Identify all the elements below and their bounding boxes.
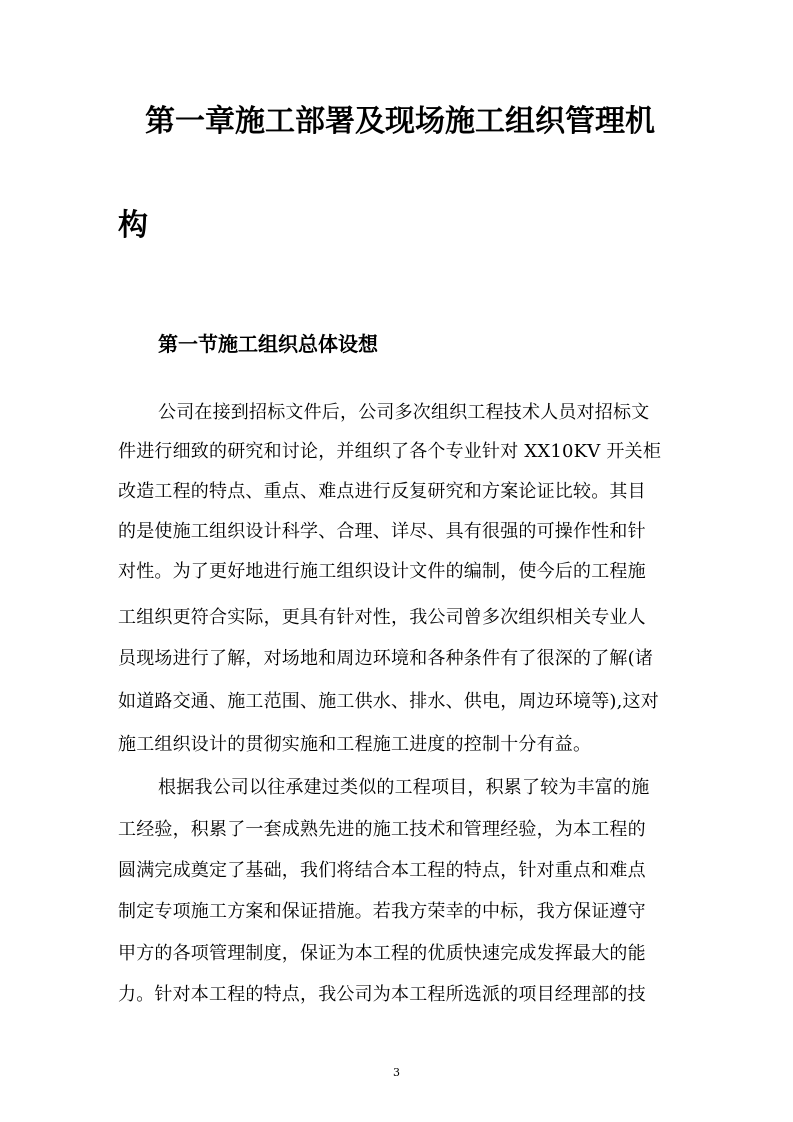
paragraph-2-line: 根据我公司以往承建过类似的工程项目，积累了较为丰富的施 [158, 777, 650, 798]
paragraph-2-line: 甲方的各项管理制度，保证为本工程的优质快速完成发挥最大的能 [118, 943, 646, 964]
paragraph-1-line: 件进行细致的研究和讨论，并组织了各个专业针对 XX10KV 开关柜 [118, 441, 662, 462]
paragraph-1-line: 对性。为了更好地进行施工组织设计文件的编制，使今后的工程施 [118, 561, 646, 582]
chapter-title-line-2: 构 [118, 208, 148, 243]
paragraph-2-line: 力。针对本工程的特点，我公司为本工程所选派的项目经理部的技 [118, 984, 646, 1005]
paragraph-1-line: 公司在接到招标文件后，公司多次组织工程技术人员对招标文 [158, 402, 650, 423]
section-heading: 第一节施工组织总体设想 [158, 332, 378, 356]
paragraph-1-line: 施工组织设计的贯彻实施和工程施工进度的控制十分有益。 [118, 734, 592, 755]
paragraph-1-line: 员现场进行了解，对场地和周边环境和各种条件有了很深的了解(诸 [118, 648, 654, 669]
paragraph-1-line: 如道路交通、施工范围、施工供水、排水、供电，周边环境等),这对 [118, 691, 659, 712]
paragraph-2-line: 工经验，积累了一套成熟先进的施工技术和管理经验，为本工程的 [118, 819, 646, 840]
chapter-title-line-1: 第一章施工部署及现场施工组织管理机 [145, 104, 655, 139]
paragraph-1-line: 改造工程的特点、重点、难点进行反复研究和方案论证比较。其目 [118, 481, 646, 502]
paragraph-2-line: 制定专项施工方案和保证措施。若我方荣幸的中标，我方保证遵守 [118, 901, 646, 922]
paragraph-2-line: 圆满完成奠定了基础，我们将结合本工程的特点，针对重点和难点 [118, 860, 646, 881]
paragraph-1-line: 工组织更符合实际，更具有针对性，我公司曾多次组织相关专业人 [118, 607, 646, 628]
paragraph-1-line: 的是使施工组织设计科学、合理、详尽、具有很强的可操作性和针 [118, 521, 646, 542]
page-number: 3 [393, 1066, 400, 1079]
